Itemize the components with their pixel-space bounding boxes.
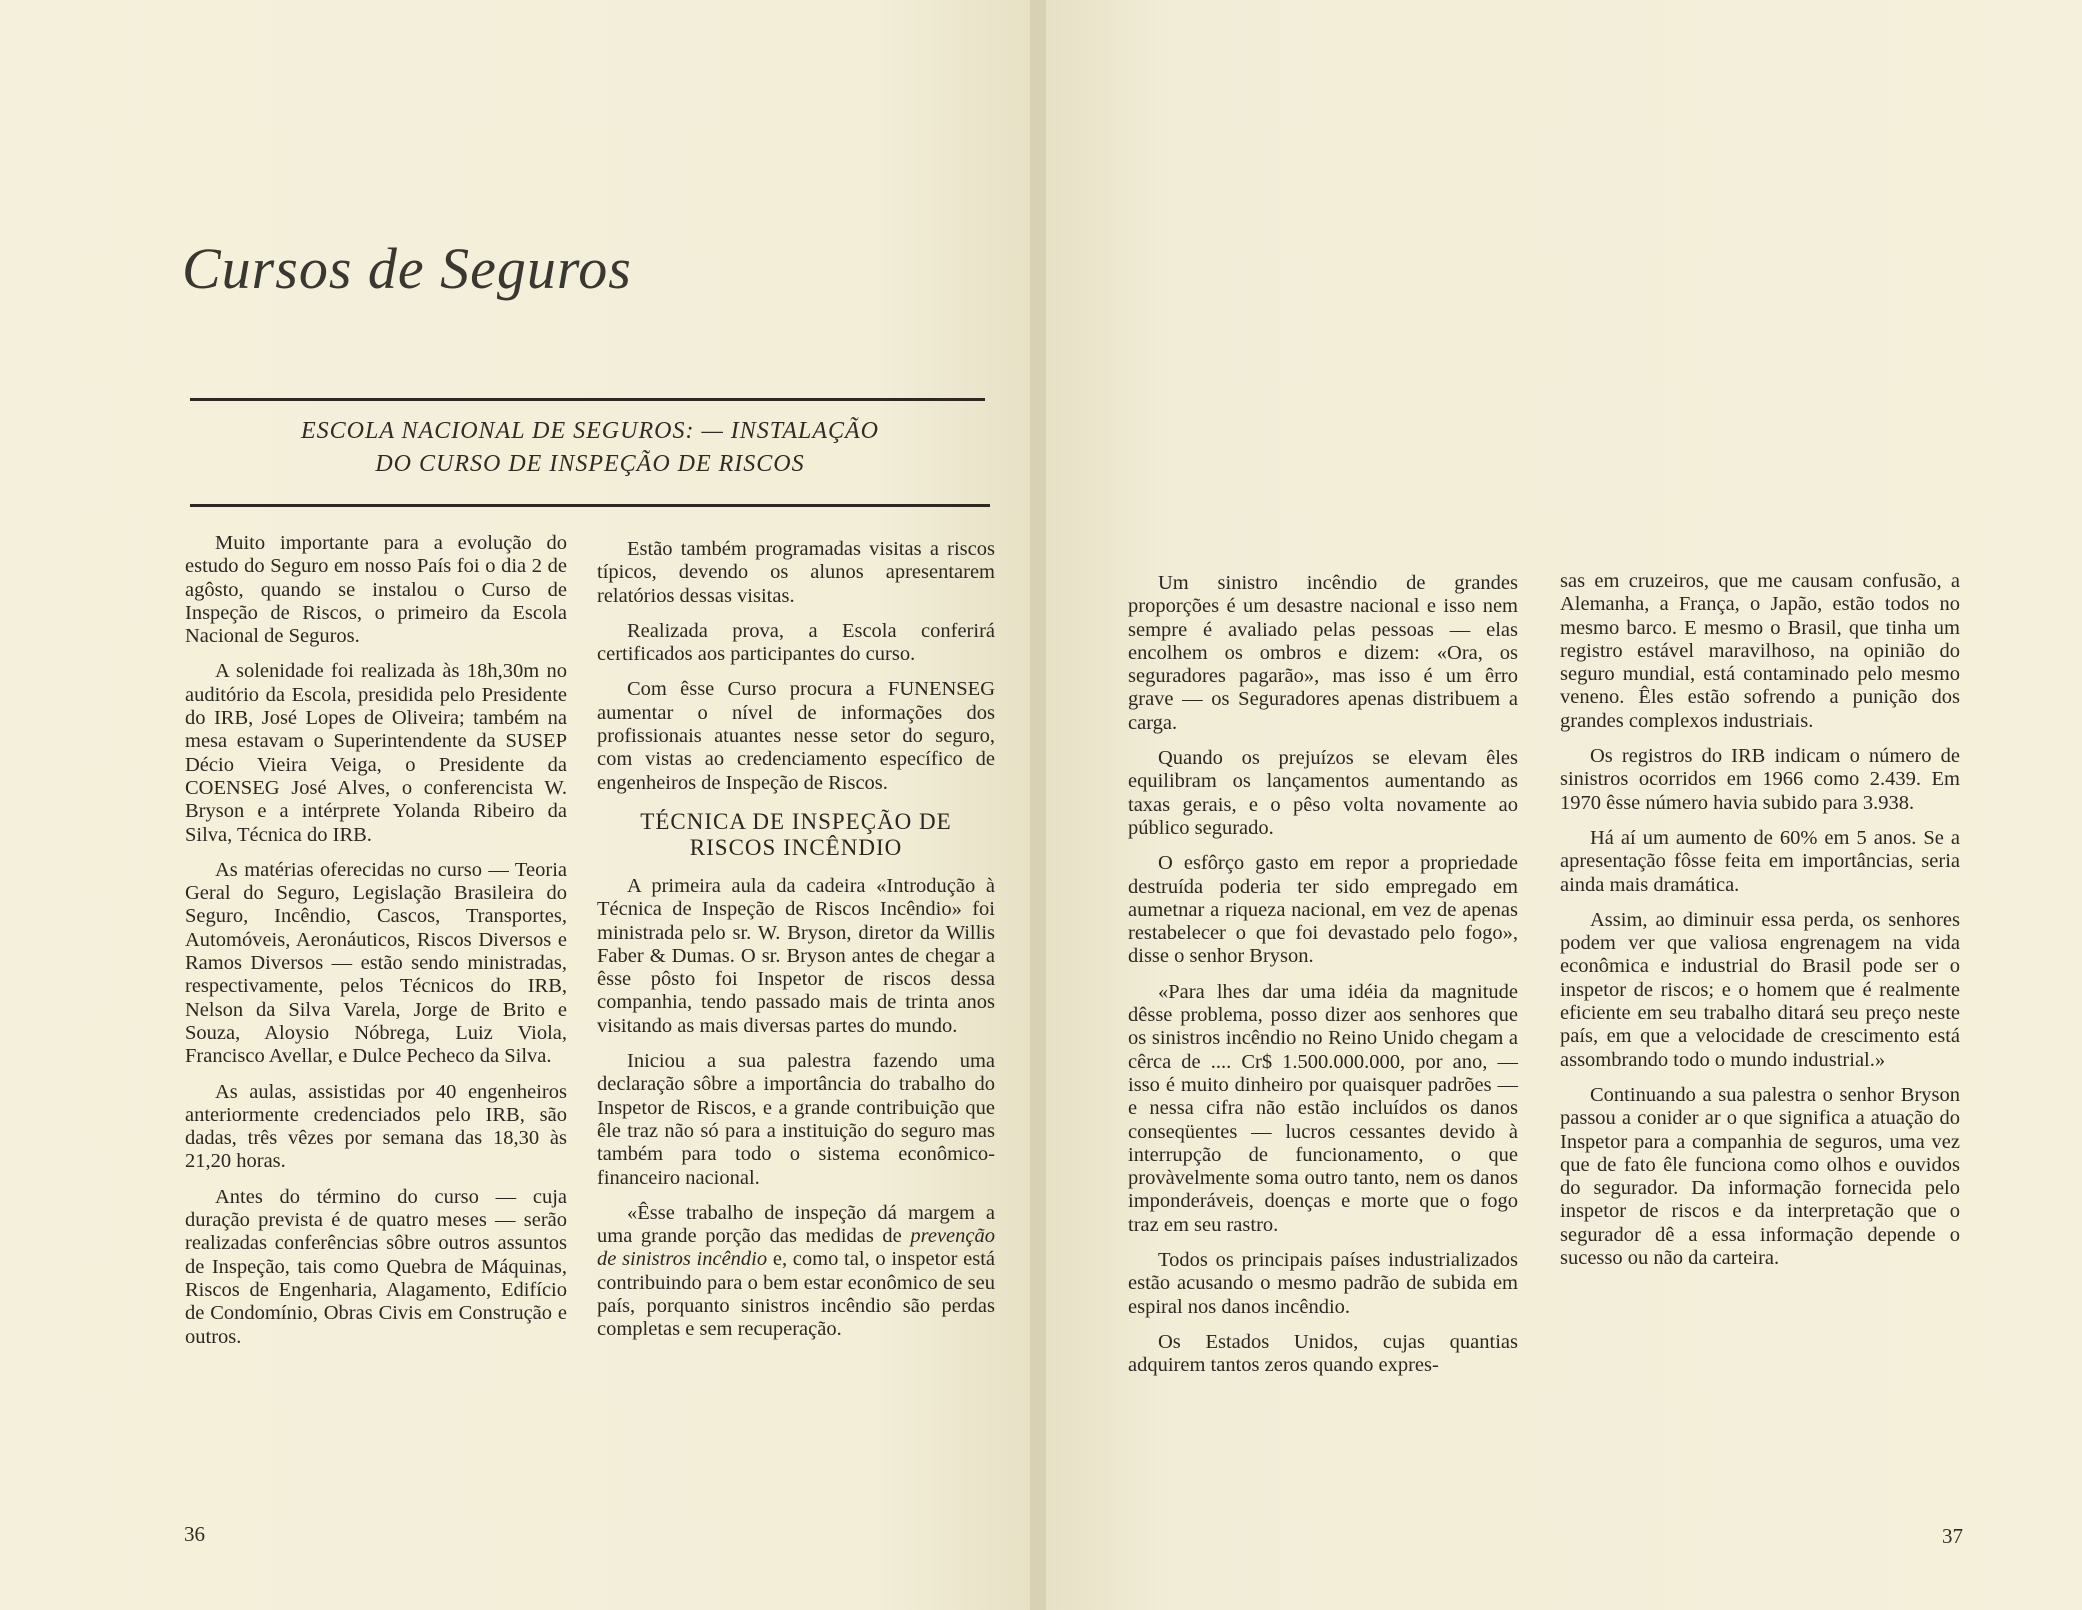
italic-text-run: prevenção de sinistros incêndio bbox=[597, 1225, 995, 1271]
paragraph: Continuando a sua palestra o senhor Bryson passou a conider ar o que significa a atuação do Inspetor para a companhia de seguros, uma vez que de fato êle funciona como olhos e ouvidos do segurador. Da informação fornecida pelo inspetor de riscos e da interpretação que o segurador dê a essa informação depende o sucesso ou não da carteira. bbox=[1560, 1083, 1960, 1270]
paragraph bbox=[597, 1202, 995, 1342]
paragraph: Um sinistro incêndio de grandes proporções é um desastre nacional e isso nem sempre é avaliado pelas pessoas — elas encolhem os ombros e dizem: «Ora, os seguradores pagarão», mas isso é um êrro grave — os Seguradores apenas distribuem a carga. bbox=[1128, 572, 1518, 734]
top-divider-rule bbox=[190, 398, 985, 401]
text-run: e, como tal, o inspetor está contribuindo para o bem estar econômico de seu país, porquanto sinistros incêndio são perdas completas e sem recuperação. bbox=[597, 1248, 995, 1341]
text-column-1 bbox=[185, 532, 567, 1361]
page-number-right: 37 bbox=[1942, 1524, 1963, 1548]
left-page bbox=[0, 0, 1030, 1610]
section-heading bbox=[597, 809, 995, 861]
paragraph: Quando os prejuízos se elevam êles equilibram os lançamentos aumentando as taxas gerais, e o pêso volta novamente ao público segurado. bbox=[1128, 747, 1518, 839]
bottom-divider-rule bbox=[190, 504, 990, 507]
text-column-3 bbox=[1128, 572, 1518, 1390]
paragraph: Antes do término do curso — cuja duração prevista é de quatro meses — serão realizadas conferências sôbre outros assuntos de Inspeção, tais como Quebra de Máquinas, Riscos de Engenharia, Alagamento, Edifício de Condomínio, Obras Civis em Construção e outros. bbox=[185, 1185, 567, 1348]
paragraph: Com êsse Curso procura a FUNENSEG aumentar o nível de informações dos profissionais atuantes nesse setor do seguro, com vistas ao credenciamento específico de engenheiros de Inspeção de Riscos. bbox=[597, 678, 995, 794]
paragraph: O esfôrço gasto em repor a propriedade destruída poderia ter sido empregado em aumetnar a riqueza nacional, em vez de apenas restabelecer o que foi devastado pelo fogo», disse o senhor Bryson. bbox=[1128, 852, 1518, 968]
paragraph: Muito importante para a evolução do estudo do Seguro em nosso País foi o dia 2 de agôsto, quando se instalou o Curso de Inspeção de Riscos, o primeiro da Escola Nacional de Seguros. bbox=[185, 532, 567, 648]
text-column-4 bbox=[1560, 570, 1960, 1282]
book-gutter bbox=[1030, 0, 1046, 1610]
paragraph: A solenidade foi realizada às 18h,30m no auditório da Escola, presidida pelo Presidente do IRB, José Lopes de Oliveira; também na mesa estavam o Superintendente da SUSEP Décio Vieira Veiga, o Presidente da COENSEG José Alves, o conferencista W. Bryson e a intérprete Yolanda Ribeiro da Silva, Técnica do IRB. bbox=[185, 660, 567, 846]
text-run: «Êsse trabalho de inspeção dá margem a uma grande porção das medidas de bbox=[597, 1201, 995, 1248]
paragraph: Realizada prova, a Escola conferirá certificados aos participantes do curso. bbox=[597, 619, 995, 666]
paragraph: A primeira aula da cadeira «Introdução à Técnica de Inspeção de Riscos Incêndio» foi ministrada pelo sr. W. Bryson, diretor da Willis Faber & Dumas. O sr. Bryson antes de chegar a êsse pôsto foi Inspetor de riscos dessa companhia, tendo passado mais de trinta anos visitando as mais diversas partes do mundo. bbox=[597, 874, 995, 1037]
section-heading-line-2: RISCOS INCÊNDIO bbox=[689, 834, 903, 860]
paragraph: sas em cruzeiros, que me causam confusão, a Alemanha, a França, o Japão, estão todos no mesmo barco. E mesmo o Brasil, que tinha um registro estável maravilhoso, na opinião do seguro mundial, está contaminado pelo mesmo veneno. Êles estão sofrendo a punição dos grandes complexos industriais. bbox=[1560, 570, 1960, 732]
paragraph: «Para lhes dar uma idéia da magnitude dêsse problema, posso dizer aos senhores que os sinistros incêndio no Reino Unido chegam a cêrca de .... Cr$ 1.500.000.000, por ano, — isso é muito dinheiro por quaisquer padrões — e nessa cifra não estão incluídos os danos conseqüentes — lucros cessantes devido à interrupção de funcionamento, o que provàvelmente soma outro tanto, nem os danos imponderáveis, doenças e morte que o fogo traz em seu rastro. bbox=[1128, 980, 1518, 1236]
article-subheading bbox=[230, 415, 950, 481]
paragraph: Iniciou a sua palestra fazendo uma declaração sôbre a importância do trabalho do Inspetor de Riscos, e a grande contribuição que êle traz não só para a instituição do seguro mas também para todo o sistema econômico-financeiro nacional. bbox=[597, 1050, 995, 1189]
right-page bbox=[1046, 0, 2082, 1610]
paragraph: Estão também programadas visitas a riscos típicos, devendo os alunos apresentarem relatórios dessas visitas. bbox=[597, 538, 995, 607]
paragraph: As matérias oferecidas no curso — Teoria Geral do Seguro, Legislação Brasileira do Seguro, Incêndio, Cascos, Transportes, Automóveis, Aeronáuticos, Riscos Diversos e Ramos Diversos — estão sendo ministradas, respectivamente, pelos Técnicos do IRB, Nelson da Silva Varela, Jorge de Brito e Souza, Aloysio Nóbrega, Luiz Viola, Francisco Avellar, e Dulce Pecheco da Silva. bbox=[185, 858, 567, 1068]
subheading-line-1: ESCOLA NACIONAL DE SEGUROS: — INSTALAÇÃO bbox=[300, 418, 880, 444]
paragraph: Assim, ao diminuir essa perda, os senhores podem ver que valiosa engrenagem na vida econômica e industrial do Brasil pode ser o inspetor de riscos; e o homem que é realmente eficiente em seu trabalho ditará seu preço neste país, em que a velocidade de crescimento está assombrando todo o mundo industrial.» bbox=[1560, 908, 1960, 1071]
paragraph: Todos os principais países industrializados estão acusando o mesmo padrão de subida em espiral nos danos incêndio. bbox=[1128, 1249, 1518, 1318]
paragraph: Os registros do IRB indicam o número de sinistros ocorridos em 1966 como 2.439. Em 1970 êsse número havia subido para 3.938. bbox=[1560, 745, 1960, 814]
text-column-2 bbox=[597, 538, 995, 1354]
paragraph: Os Estados Unidos, cujas quantias adquirem tantos zeros quando expres- bbox=[1128, 1330, 1518, 1377]
section-heading-line-1: TÉCNICA DE INSPEÇÃO DE bbox=[640, 808, 952, 834]
paragraph: As aulas, assistidas por 40 engenheiros anteriormente credenciados pelo IRB, são dadas, três vêzes por semana das 18,30 às 21,20 horas. bbox=[185, 1080, 567, 1173]
subheading-line-2: DO CURSO DE INSPEÇÃO DE RISCOS bbox=[375, 451, 805, 477]
page-number-left: 36 bbox=[184, 1522, 205, 1546]
page-title: Cursos de Seguros bbox=[182, 236, 632, 301]
paragraph: Há aí um aumento de 60% em 5 anos. Se a apresentação fôsse feita em importâncias, seria ainda mais dramática. bbox=[1560, 826, 1960, 896]
